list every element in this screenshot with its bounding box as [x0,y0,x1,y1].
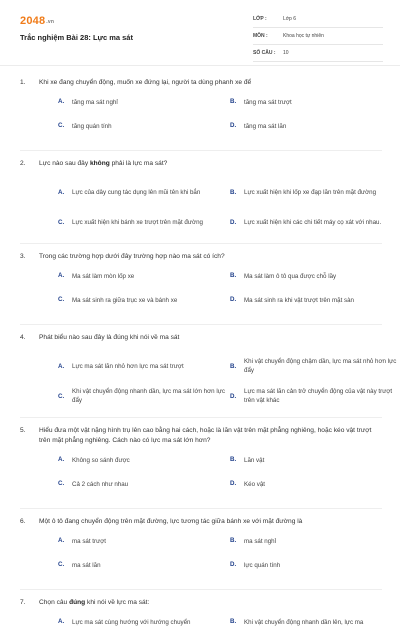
option-text: Lực ma sát lăn cản trở chuyển động của vật này trượt trên vật khác [244,388,393,404]
option-text: Ma sát sinh ra giữa trục xe và bánh xe [72,297,178,304]
option-letter: B. [230,362,237,370]
answer-option-c[interactable] [58,478,228,504]
question-number: 5. [20,427,26,434]
option-letter: A. [58,272,65,279]
answer-option-a[interactable] [58,177,228,207]
option-letter: B. [230,188,237,196]
option-text: Lăn vật [244,457,265,464]
question-divider [20,589,382,590]
question-text: 1. Khi xe đang chuyển động, muốn xe đứng lại, người ta dùng phanh xe để [20,79,252,86]
option-text: Lực xuất hiện khi bánh xe trượt trên mặt đường [72,218,203,226]
question-7 [20,598,382,640]
answer-option-b[interactable] [230,351,400,381]
option-text: Khi vật chuyển động nhanh dần, lực ma sát lớn hơn lực đẩy [72,388,225,404]
meta-class [253,13,383,28]
answer-options [20,616,382,640]
answer-options [20,96,382,144]
answer-option-b[interactable] [230,454,400,480]
answer-option-d[interactable] [230,478,400,504]
option-text: Lực của dây cung tác dụng lên mũi tên khi bắn [72,188,201,196]
option-letter: C. [58,122,65,129]
option-letter: B. [230,272,237,279]
page-header [0,0,400,64]
meta-label: MÔN : [253,33,268,39]
option-letter: C. [58,392,65,400]
question-5 [20,426,382,509]
emphasis-text: đúng [69,599,86,606]
option-text: Kéo vật [244,481,265,488]
answer-option-a[interactable] [58,351,228,381]
option-letter: C. [58,561,65,568]
meta-subject [253,30,383,45]
option-text: Lực xuất hiện khi lốp xe đạp lăn trên mặt đường [244,188,377,196]
option-letter: B. [230,98,237,105]
option-text: Lực ma sát lăn nhỏ hơn lực ma sát trượt [72,362,184,370]
question-text: 4. Phát biểu nào sau đây là đúng khi nói về ma sát [20,334,180,341]
option-letter: A. [58,362,65,370]
header-divider [0,65,400,66]
site-logo[interactable] [20,15,54,27]
option-letter: B. [230,537,237,544]
question-6 [20,517,382,590]
answer-option-c[interactable] [58,559,228,585]
question-number: 3. [20,253,26,260]
answer-option-b[interactable] [230,270,400,296]
option-letter: D. [230,296,237,303]
option-text: Khi vật chuyển động nhanh dần lên, lực ma [244,619,364,626]
option-text: ma sát nghỉ [244,538,276,545]
answer-option-a[interactable] [58,270,228,296]
question-number: 2. [20,160,26,167]
option-text: Không so sánh được [72,457,130,464]
option-text: Ma sát làm ô tô qua được chỗ lầy [244,273,337,280]
question-text: 5. Hiểu đưa một vật nặng hình trụ lên cao bằng hai cách, hoặc là lăn vật trên mặt phẳng nghiêng, hoặc kéo vật trượt trên mặt phẳng nghiêng. Cách nào có lực ma sát lớn hơn? [20,427,372,444]
answer-option-d[interactable] [230,207,400,237]
answer-option-c[interactable] [58,294,228,320]
answer-option-a[interactable] [58,616,228,642]
option-text: Ma sát sinh ra khi vật trượt trên mặt sàn [244,297,354,304]
answer-option-c[interactable] [58,120,228,146]
question-divider [20,150,382,151]
option-text: tăng ma sát lăn [244,123,287,130]
logo-main: 2048 [20,15,46,27]
option-text: Lực ma sát cùng hướng với hướng chuyển [72,619,191,626]
option-letter: A. [58,456,65,463]
answer-options [20,177,382,237]
answer-options [20,351,397,411]
question-number: 6. [20,518,26,525]
option-letter: D. [230,392,237,400]
option-text: tăng ma sát nghỉ [72,99,118,106]
question-3 [20,252,382,325]
question-2 [20,159,382,244]
option-text: Khi vật chuyển động chậm dần, lực ma sát nhỏ hơn lực đẩy [244,358,397,374]
question-text: 6. Một ô tô đang chuyển động trên mặt đường, lực tương tác giữa bánh xe với mặt đường là [20,518,303,525]
question-number: 7. [20,599,26,606]
question-divider [20,508,382,509]
option-letter: C. [58,480,65,487]
option-text: Lực xuất hiện khi các chi tiết máy cọ xát với nhau. [244,218,382,226]
question-4 [20,333,397,418]
answer-option-a[interactable] [58,96,228,122]
question-text: 2. Lực nào sau đây không phải là lực ma sát? [20,160,168,167]
option-letter: D. [230,218,237,226]
answer-option-b[interactable] [230,177,400,207]
option-letter: C. [58,218,65,226]
meta-value: 10 [283,50,289,56]
answer-options [20,535,382,583]
answer-option-c[interactable] [58,207,228,237]
answer-option-b[interactable] [230,535,400,561]
logo-sub: .vn [46,19,55,25]
option-letter: A. [58,98,65,105]
meta-value: Lớp 6 [283,16,297,22]
option-text: ma sát trượt [72,538,106,545]
answer-option-a[interactable] [58,454,228,480]
option-letter: C. [58,296,65,303]
emphasis-text: không [89,160,110,167]
question-number: 4. [20,334,26,341]
option-letter: B. [230,456,237,463]
answer-option-b[interactable] [230,616,400,642]
option-text: tăng ma sát trượt [244,99,292,106]
option-text: Ma sát làm mòn lốp xe [72,273,135,280]
meta-label: LỚP : [253,16,267,22]
option-text: lực quán tính [244,562,281,569]
option-letter: A. [58,188,65,196]
meta-value: Khoa học tự nhiên [283,33,324,39]
answer-option-a[interactable] [58,535,228,561]
answer-option-c[interactable] [58,381,228,411]
option-letter: B. [230,618,237,625]
option-letter: D. [230,561,237,568]
answer-option-d[interactable] [230,559,400,585]
question-divider [20,417,382,418]
answer-option-d[interactable] [230,120,400,146]
option-letter: A. [58,537,65,544]
meta-count [253,47,383,62]
option-letter: D. [230,122,237,129]
question-divider [20,243,382,244]
option-letter: A. [58,618,65,625]
answer-options [20,454,382,502]
meta-label: SỐ CÂU : [253,50,276,56]
option-text: Cả 2 cách như nhau [72,481,129,488]
question-text: 3. Trong các trường hợp dưới đây trường hợp nào ma sát có ích? [20,253,225,260]
page-title: Trắc nghiệm Bài 28: Lực ma sát [20,33,133,42]
answer-option-b[interactable] [230,96,400,122]
option-letter: D. [230,480,237,487]
question-list [0,78,400,640]
option-text: tăng quán tính [72,123,112,130]
answer-options [20,270,382,318]
question-number: 1. [20,79,26,86]
answer-option-d[interactable] [230,381,400,411]
question-text: 7. Chọn câu đúng khi nói về lực ma sát: [20,599,150,606]
question-divider [20,324,382,325]
question-1 [20,78,382,151]
answer-option-d[interactable] [230,294,400,320]
quiz-meta [253,13,383,64]
option-text: ma sát lăn [72,562,101,569]
